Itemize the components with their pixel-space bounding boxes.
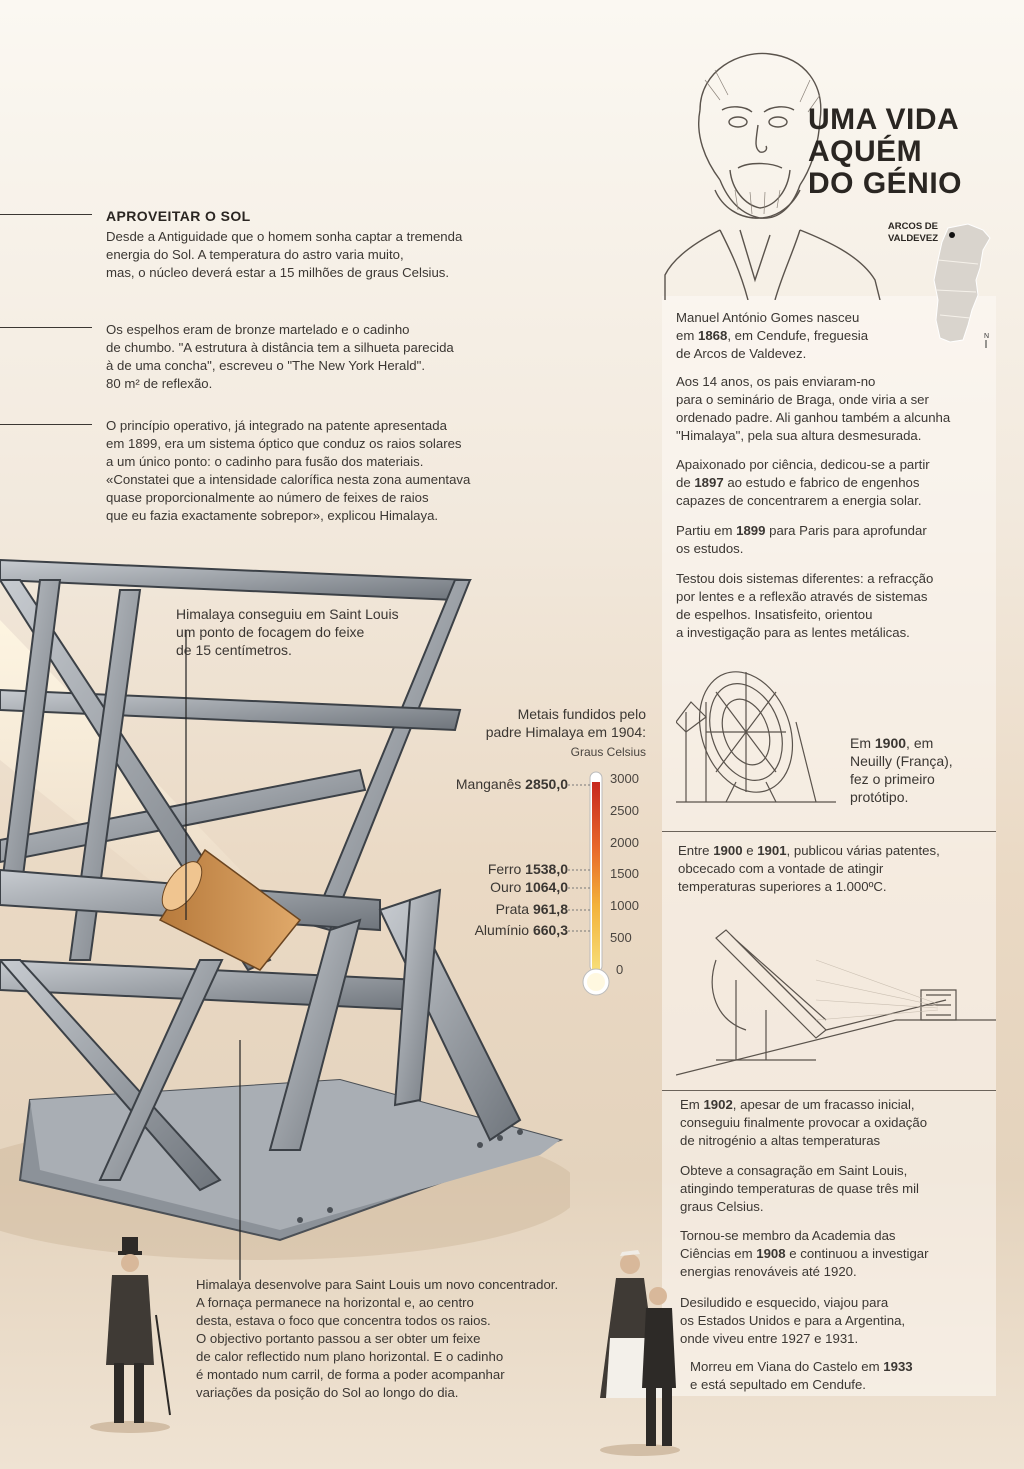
metal-ferro: Ferro 1538,0: [487, 861, 568, 877]
bio-patents: Entre 1900 e 1901, publicou várias patentes, obcecado com a vontade de atingir temperaturas superiores a 1.000ºC.: [678, 843, 940, 894]
rule-3: [0, 424, 92, 425]
people-figures-left: [90, 1235, 180, 1435]
bio-death: Morreu em Viana do Castelo em 1933 e está sepultado em Cendufe.: [690, 1359, 913, 1392]
bio-saint-louis: Obteve a consagração em Saint Louis, atingindo temperaturas de quase três mil graus Celsius.: [680, 1163, 919, 1214]
people-figures-right: [600, 1248, 680, 1458]
bio-emigration: Desiludido e esquecido, viajou para os Estados Unidos e para a Argentina, onde viveu entre 1927 e 1931.: [680, 1295, 906, 1346]
intro-paragraph: Desde a Antiguidade que o homem sonha captar a tremenda energia do Sol. A temperatura do astro varia muito, mas, o núcleo deverá estar a 15 milhões de graus Celsius.: [106, 229, 463, 280]
tick-3000: 3000: [610, 771, 639, 786]
page-title: UMA VIDA AQUÉM DO GÉNIO: [808, 103, 963, 200]
concentrator-paragraph: Himalaya desenvolve para Saint Louis um novo concentrador. A fornaça permanece na horizontal e, ao centro desta, estava o foco que concentra todos os raios. O objectivo portanto passou a ser obter um feixe de calor reflectido num plano horizontal. E o cadinho é montado num carril, de forma a poder acompanhar variações da posição do Sol ao longo do dia.: [196, 1277, 559, 1400]
bio-science: Apaixonado por ciência, dedicou-se a partir de 1897 ao estudo e fabrico de engenhos capazes de concentrarem a energia solar.: [676, 457, 930, 508]
bio-birth: Manuel António Gomes nasceu em 1868, em Cendufe, freguesia de Arcos de Valdevez.: [676, 310, 869, 361]
rule-2: [0, 327, 92, 328]
tick-500: 500: [610, 930, 632, 945]
tick-2500: 2500: [610, 803, 639, 818]
separator-2: [662, 1090, 996, 1091]
tick-1000: 1000: [610, 898, 639, 913]
mirrors-paragraph: Os espelhos eram de bronze martelado e o cadinho de chumbo. "A estrutura à distância tem a silhueta parecida à de uma concha", escreveu o "The New York Herald". 80 m² de reflexão.: [106, 322, 454, 391]
bio-prototype: Em 1900, em Neuilly (França), fez o primeiro protótipo.: [850, 735, 953, 805]
section-heading: APROVEITAR O SOL: [106, 208, 251, 224]
location-marker: [949, 232, 955, 238]
metal-manganes: Manganês 2850,0: [455, 776, 568, 792]
bio-seminary: Aos 14 anos, os pais enviaram-no para o seminário de Braga, onde viria a ser ordenado padre. Ali ganhou também a alcunha "Himalaya", pela sua altura desmesurada.: [676, 374, 951, 443]
metal-prata: Prata 961,8: [495, 901, 568, 917]
tick-0: 0: [616, 962, 624, 977]
thermo-title: Metais fundidos pelo padre Himalaya em 1904:: [485, 706, 646, 740]
tick-2000: 2000: [610, 835, 639, 850]
bio-academy: Tornou-se membro da Academia das Ciências em 1908 e continuou a investigar energias renováveis até 1920.: [680, 1228, 929, 1279]
principle-paragraph: O princípio operativo, já integrado na patente apresentada em 1899, era um sistema óptico que conduz os raios solares a um único ponto: o cadinho para fusão dos materiais. «Constatei que a intensidade calorífica nesta zona aumentava quase proporcionalmente ao número de feixes de raios que eu fazia exactamente sobrepor», explicou Himalaya.: [106, 418, 471, 523]
bio-systems: Testou dois sistemas diferentes: a refracção por lentes e a reflexão através de sistemas de espelhos. Insatisfeito, orientou a investigação para as lentes metálicas.: [676, 571, 934, 640]
prototype-sketch: [676, 662, 836, 832]
thermo-unit: Graus Celsius: [570, 745, 646, 759]
tick-1500: 1500: [610, 866, 639, 881]
separator-1: [662, 831, 996, 832]
metal-aluminio: Alumínio 660,3: [474, 922, 568, 938]
focus-annotation: Himalaya conseguiu em Saint Louis um ponto de focagem do feixe de 15 centímetros.: [176, 606, 399, 658]
bio-oxidation: Em 1902, apesar de um fracasso inicial, conseguiu finalmente provocar a oxidação de nitrogénio a altas temperaturas: [680, 1097, 928, 1148]
map-label: ARCOS DE VALDEVEZ: [887, 221, 938, 244]
north-label: N: [984, 333, 990, 340]
metal-connectors: [566, 780, 596, 940]
bio-paris: Partiu em 1899 para Paris para aprofundar os estudos.: [676, 523, 927, 556]
concentrator-sketch: [676, 920, 996, 1080]
rule-1: [0, 214, 92, 215]
metal-ouro: Ouro 1064,0: [490, 879, 568, 895]
